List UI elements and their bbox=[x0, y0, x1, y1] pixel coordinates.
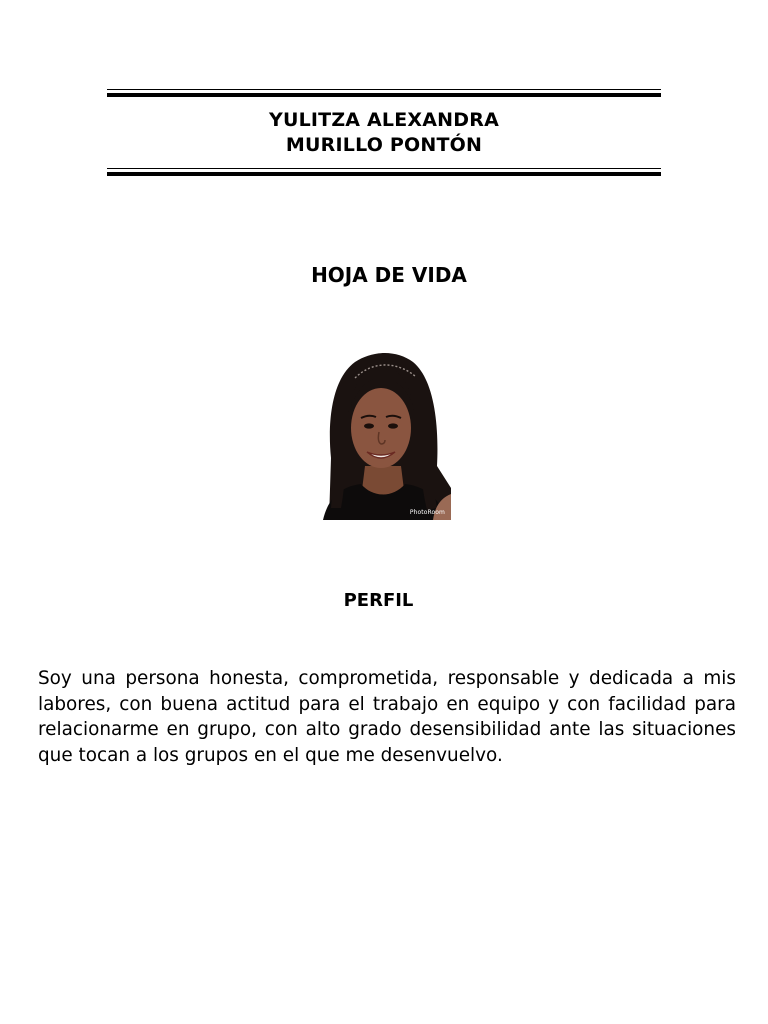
profile-heading: PERFIL bbox=[343, 590, 414, 611]
header-top-thin-rule bbox=[107, 89, 661, 90]
document-title: HOJA DE VIDA bbox=[311, 263, 467, 287]
candidate-name-line-1: YULITZA ALEXANDRA bbox=[269, 109, 499, 131]
photo-watermark: PhotoRoom bbox=[409, 509, 445, 516]
header-bottom-thin-rule bbox=[107, 168, 661, 169]
profile-paragraph: Soy una persona honesta, comprometida, responsable y dedicada a mis labores, con buena actitud para el trabajo en equipo y con facilidad para relacionarme en grupo, con alto grado desensibilidad ante las situaciones que tocan a los grupos en el que me desenvuelvo. bbox=[38, 668, 736, 766]
candidate-name bbox=[107, 108, 661, 158]
portrait-illustration bbox=[315, 348, 451, 520]
profile-photo bbox=[315, 348, 451, 520]
header-bottom-thick-rule bbox=[107, 172, 661, 176]
candidate-name-line-2: MURILLO PONTÓN bbox=[285, 134, 483, 156]
header-top-thick-rule bbox=[107, 93, 661, 97]
